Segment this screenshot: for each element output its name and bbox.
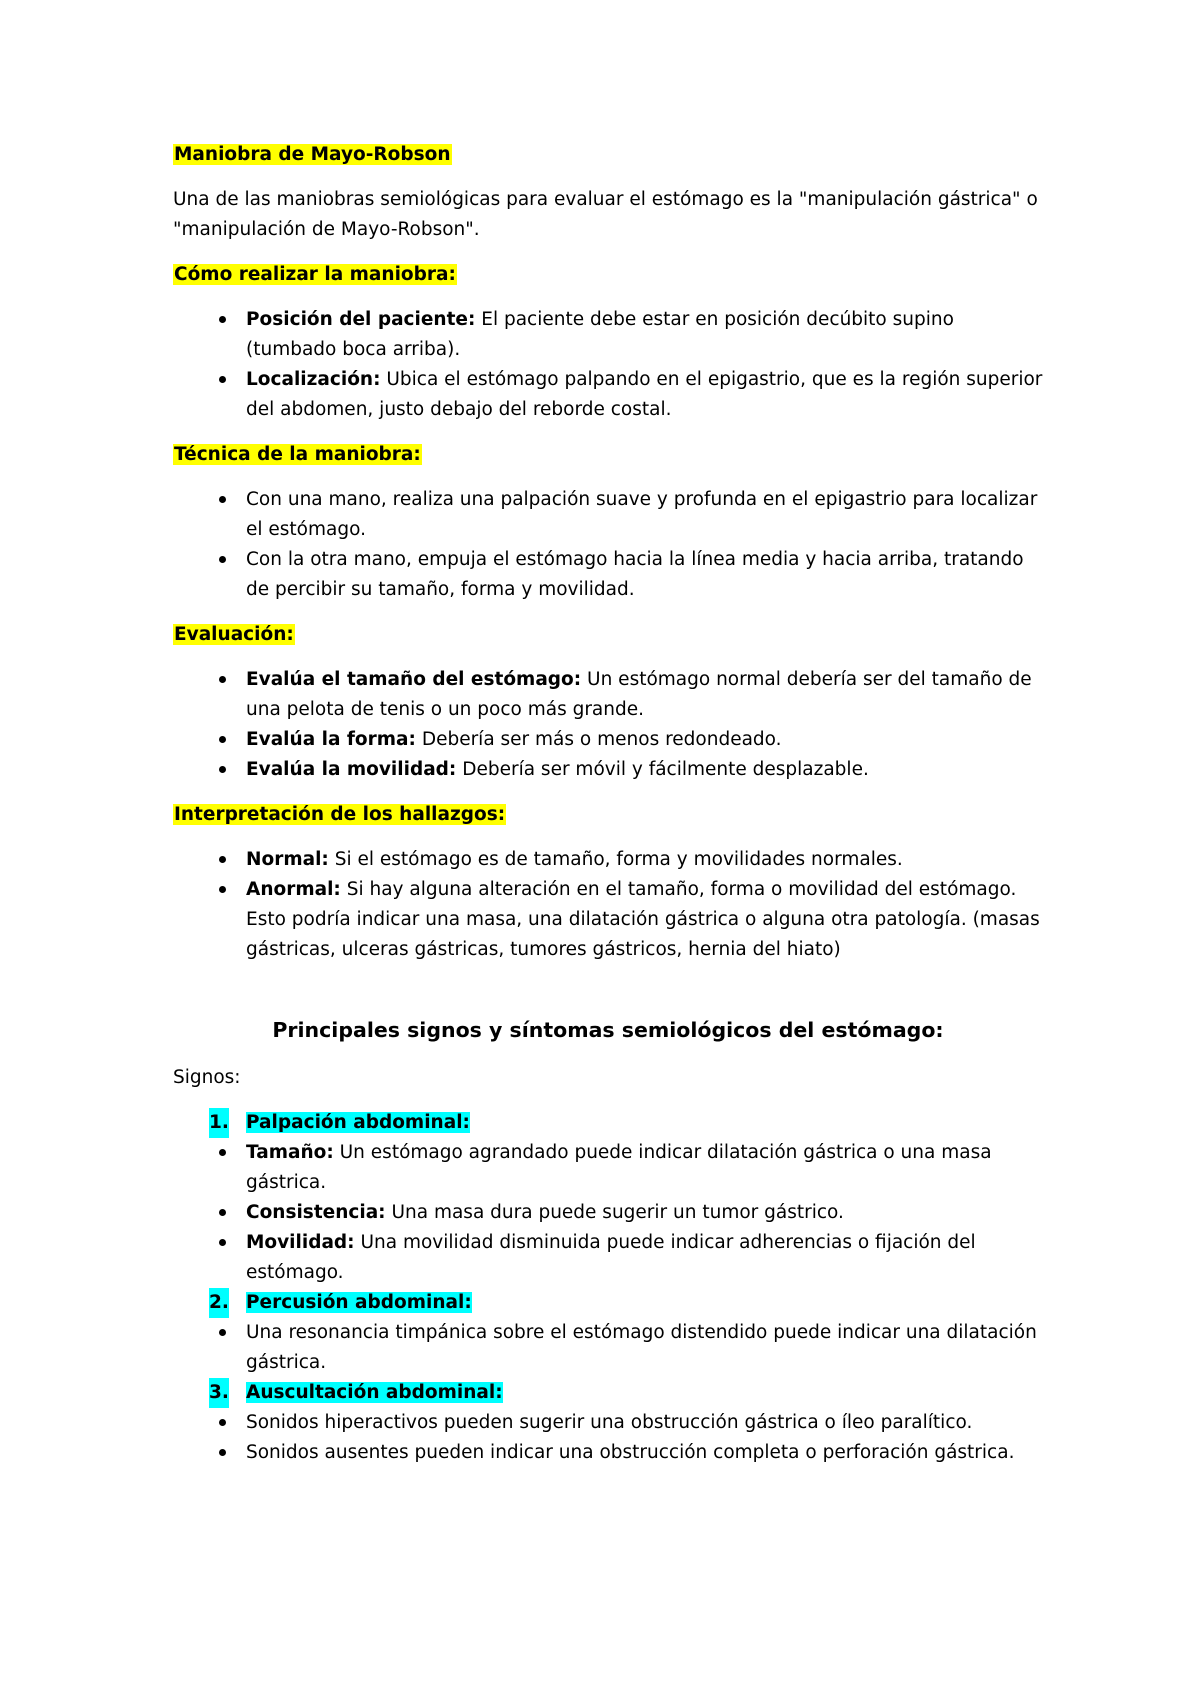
evaluacion-list bbox=[173, 665, 1043, 785]
intro-paragraph: Una de las maniobras semiológicas para evaluar el estómago es la "manipulación gástrica" o "manipulación de Mayo-Robson". bbox=[173, 189, 1038, 240]
percusion-list bbox=[173, 1318, 1043, 1378]
section-heading-como-realizar: Cómo realizar la maniobra: bbox=[174, 264, 456, 285]
numbered-heading-percusion: 2. Percusión abdominal: bbox=[173, 1288, 1043, 1318]
list-item: Con una mano, realiza una palpación suave y profunda en el epigastrio para localizar el estómago. bbox=[173, 485, 1043, 545]
list-item: Sonidos ausentes pueden indicar una obstrucción completa o perforación gástrica. bbox=[173, 1438, 1043, 1468]
signos-subtitle: Signos: bbox=[173, 1067, 241, 1088]
list-item: Consistencia: Una masa dura puede sugerir un tumor gástrico. bbox=[173, 1198, 1043, 1228]
list-item: Una resonancia timpánica sobre el estómago distendido puede indicar una dilatación gástrica. bbox=[173, 1318, 1043, 1378]
numbered-heading-auscultacion: 3. Auscultación abdominal: bbox=[173, 1378, 1043, 1408]
section-heading-tecnica: Técnica de la maniobra: bbox=[174, 444, 421, 465]
document-page bbox=[173, 140, 1043, 1468]
list-item: Evalúa la movilidad: Debería ser móvil y fácilmente desplazable. bbox=[173, 755, 1043, 785]
signos-sintomas-title: Principales signos y síntomas semiológicos del estómago: bbox=[272, 1018, 944, 1042]
list-item: Evalúa el tamaño del estómago: Un estómago normal debería ser del tamaño de una pelota de tenis o un poco más grande. bbox=[173, 665, 1043, 725]
section-heading-mayo-robson: Maniobra de Mayo-Robson bbox=[174, 144, 451, 165]
list-item: Anormal: Si hay alguna alteración en el tamaño, forma o movilidad del estómago. Esto podría indicar una masa, una dilatación gástrica o alguna otra patología. (masas gástricas, ulceras gástricas, tumores gástricos, hernia del hiato) bbox=[173, 875, 1043, 965]
list-item: Localización: Ubica el estómago palpando en el epigastrio, que es la región superior del abdomen, justo debajo del reborde costal. bbox=[173, 365, 1043, 425]
auscultacion-list bbox=[173, 1408, 1043, 1468]
palpacion-list bbox=[173, 1138, 1043, 1288]
numbered-heading-palpacion: 1. Palpación abdominal: bbox=[173, 1108, 1043, 1138]
list-item: Posición del paciente: El paciente debe estar en posición decúbito supino (tumbado boca arriba). bbox=[173, 305, 1043, 365]
como-realizar-list bbox=[173, 305, 1043, 425]
list-item: Movilidad: Una movilidad disminuida puede indicar adherencias o fijación del estómago. bbox=[173, 1228, 1043, 1288]
list-item: Evalúa la forma: Debería ser más o menos redondeado. bbox=[173, 725, 1043, 755]
section-heading-evaluacion: Evaluación: bbox=[174, 624, 294, 645]
section-heading-interpretacion: Interpretación de los hallazgos: bbox=[174, 804, 506, 825]
tecnica-list bbox=[173, 485, 1043, 605]
interpretacion-list bbox=[173, 845, 1043, 965]
list-item: Tamaño: Un estómago agrandado puede indicar dilatación gástrica o una masa gástrica. bbox=[173, 1138, 1043, 1198]
list-item: Normal: Si el estómago es de tamaño, forma y movilidades normales. bbox=[173, 845, 1043, 875]
list-item: Sonidos hiperactivos pueden sugerir una obstrucción gástrica o íleo paralítico. bbox=[173, 1408, 1043, 1438]
list-item: Con la otra mano, empuja el estómago hacia la línea media y hacia arriba, tratando de percibir su tamaño, forma y movilidad. bbox=[173, 545, 1043, 605]
